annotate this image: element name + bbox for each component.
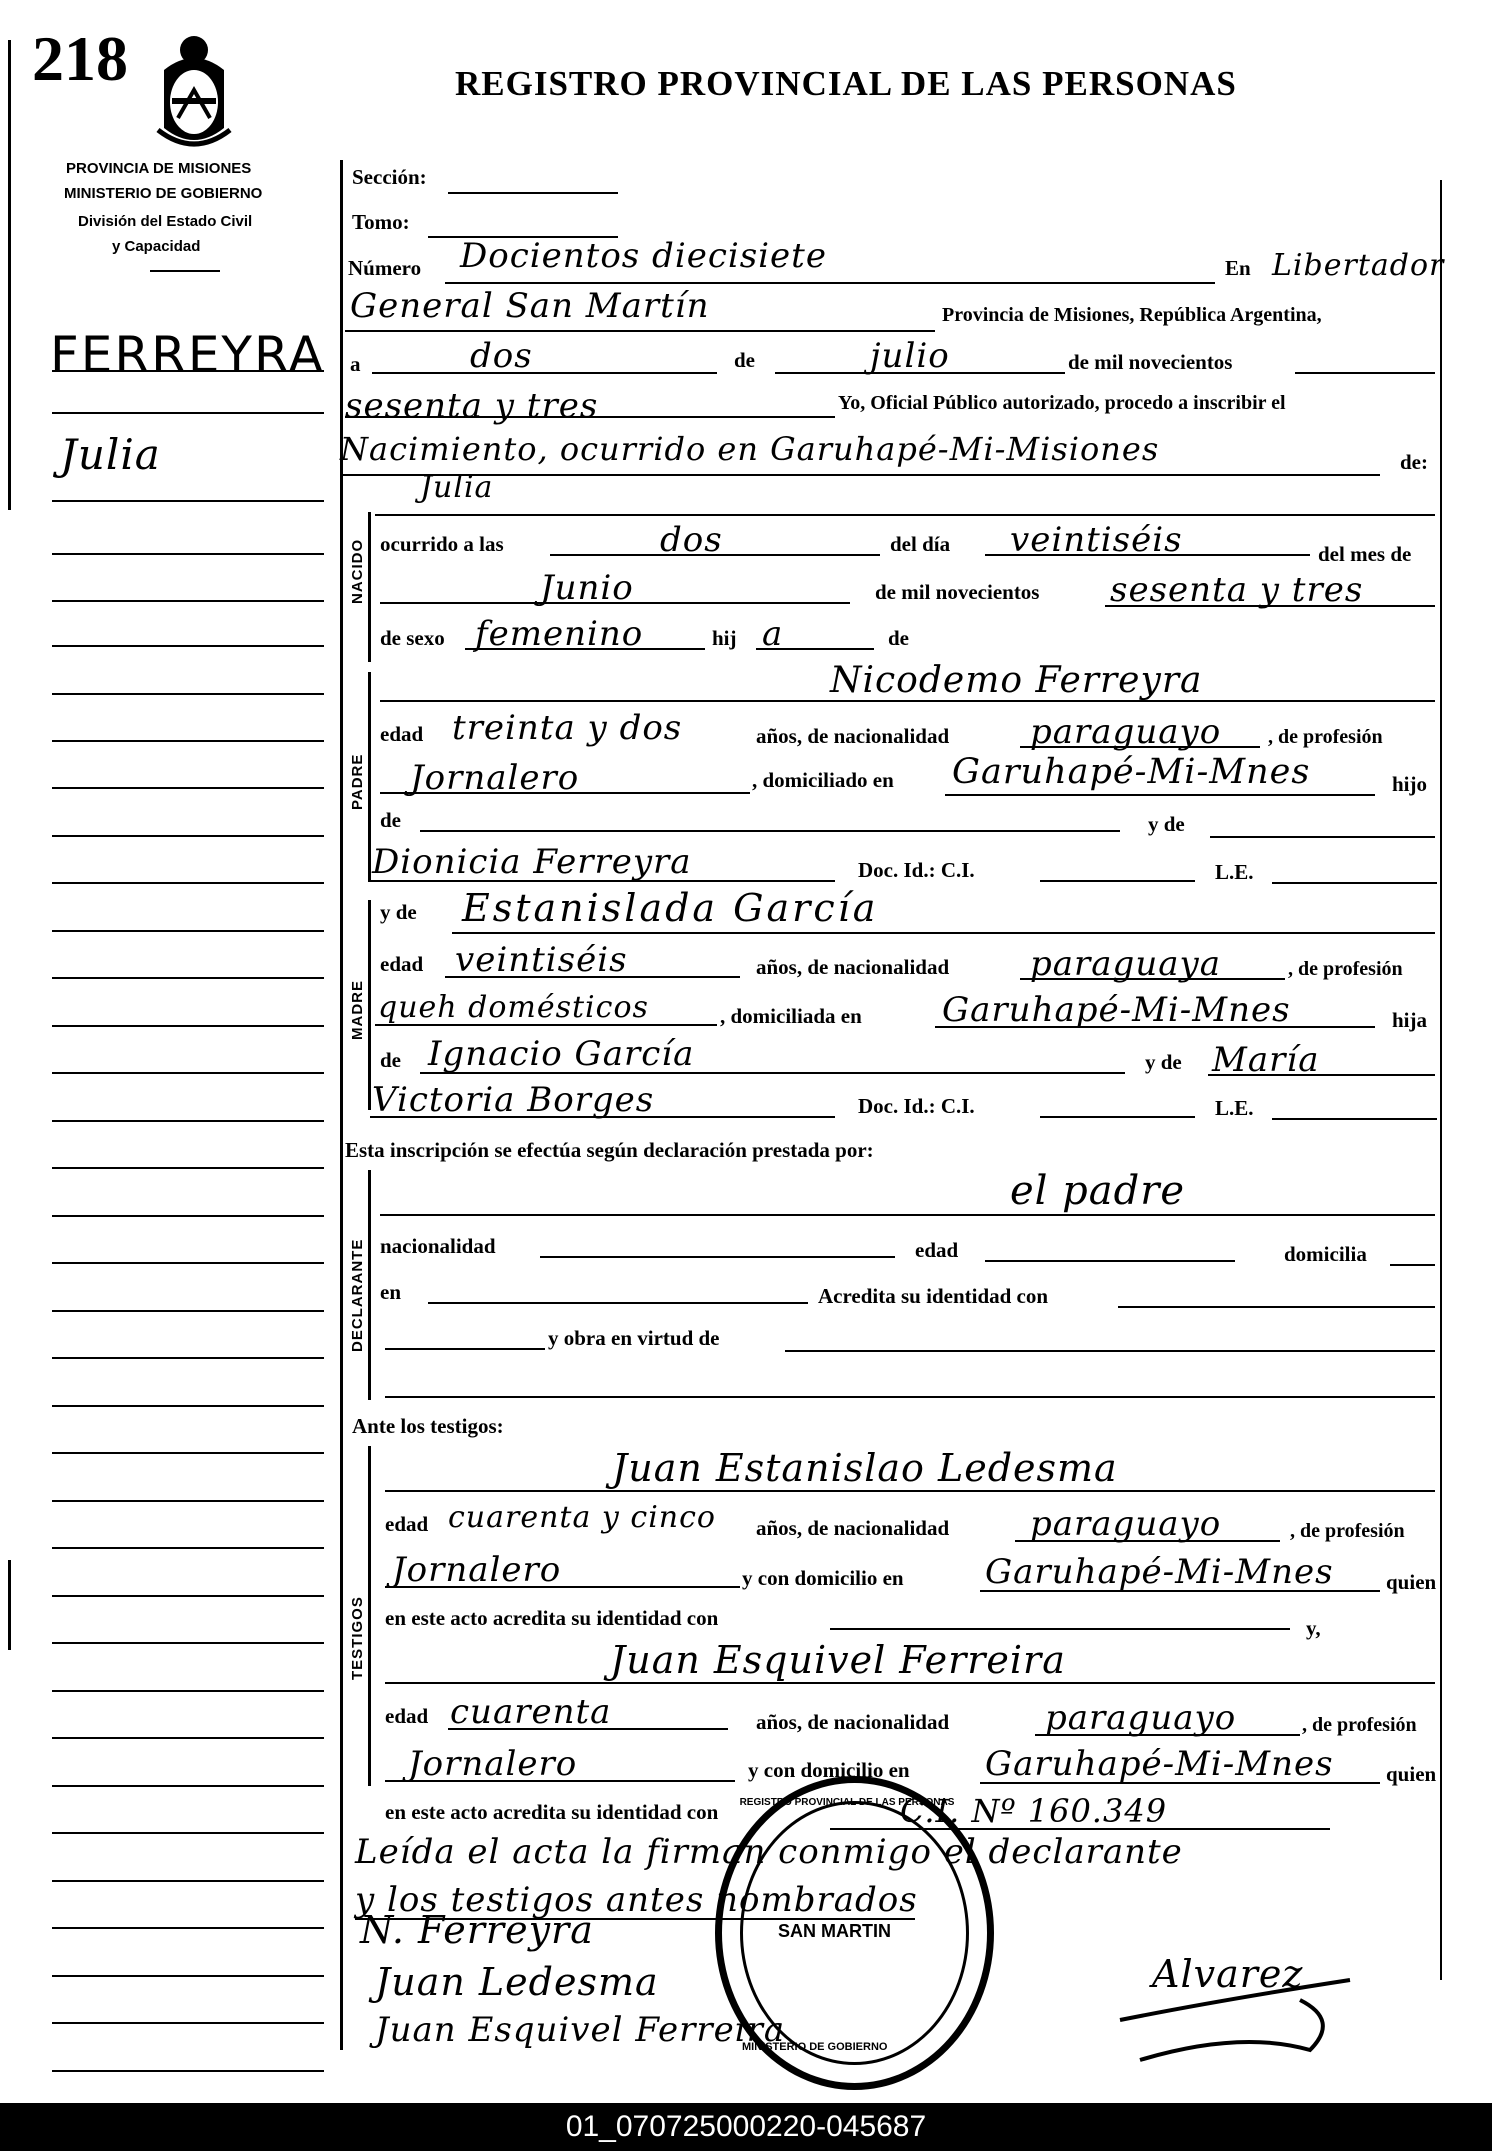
maternal-grandfather-field[interactable] <box>420 1072 1125 1074</box>
division-label: División del Estado Civil <box>78 213 253 230</box>
madre-prof-label: , de profesión <box>1288 958 1403 980</box>
w2-acredita-label: en este acto acredita su identidad con <box>385 1800 719 1824</box>
declarante-edad-label: edad <box>915 1238 959 1262</box>
margin-surname: FERREYRA <box>50 326 325 384</box>
padre-prof-field[interactable] <box>380 792 750 794</box>
w2-dom-field[interactable] <box>980 1782 1380 1784</box>
nacido-de-label: de <box>888 626 909 650</box>
en-value-2: General San Martín <box>350 286 710 326</box>
madre-de-label: de <box>380 1048 401 1072</box>
del-mes-label: del mes de <box>1318 542 1412 566</box>
domicilia-field[interactable] <box>1390 1264 1435 1266</box>
madre-le-field[interactable] <box>1272 1118 1437 1120</box>
madre-nac-value: paraguaya <box>1030 944 1221 984</box>
padre-doc-label: Doc. Id.: C.I. <box>858 858 975 882</box>
declarante-field[interactable] <box>380 1214 1435 1216</box>
sexo-field[interactable] <box>465 648 705 650</box>
madre-doc-field[interactable] <box>1040 1116 1195 1118</box>
w1-nac-value: paraguayo <box>1030 1504 1222 1544</box>
w1-dom-field[interactable] <box>980 1590 1380 1592</box>
quien-label: quien <box>1386 1570 1437 1594</box>
child-name-field[interactable] <box>375 514 1435 516</box>
coat-of-arms-icon <box>148 30 240 148</box>
signature-witness1: Juan Ledesma <box>375 1960 659 2004</box>
declarante-value: el padre <box>1010 1168 1186 1214</box>
padre-le-field[interactable] <box>1272 882 1437 884</box>
padre-doc-field[interactable] <box>1040 880 1195 882</box>
ocurrido-label: ocurrido a las <box>380 532 504 556</box>
stamp-center-text: SAN MARTIN <box>778 1921 891 1941</box>
padre-nac-field[interactable] <box>1020 746 1260 748</box>
w2-edad-label: edad <box>385 1704 429 1728</box>
en-label: En <box>1225 256 1251 280</box>
witness2-name: Juan Esquivel Ferreira <box>610 1638 1066 1682</box>
declarante-nac-label: nacionalidad <box>380 1234 496 1258</box>
month-value: julio <box>870 336 950 376</box>
hij-value: a <box>762 614 784 654</box>
padre-prof-label: , de profesión <box>1268 726 1383 748</box>
official-stamp <box>715 1776 994 2090</box>
padre-edad-value: treinta y dos <box>452 708 683 748</box>
declarante-en-label: en <box>380 1280 401 1304</box>
acredita-field[interactable] <box>1118 1306 1435 1308</box>
grandmother-value: Dionicia Ferreyra <box>372 842 692 882</box>
w2-edad-value: cuarenta <box>450 1692 612 1732</box>
declarante-extra-field[interactable] <box>385 1396 1435 1398</box>
footer-bar <box>0 2103 1492 2151</box>
w2-doc-value: C.I. Nº 160.349 <box>900 1792 1168 1830</box>
sexo-label: de sexo <box>380 626 445 650</box>
w1-prof-field[interactable] <box>385 1586 740 1588</box>
witness2-name-field[interactable] <box>385 1682 1435 1684</box>
madre-y-de-label-2: y de <box>1145 1050 1182 1074</box>
birth-month-field[interactable] <box>380 602 850 604</box>
a-label: a <box>350 352 361 376</box>
signature-officer-flourish <box>1100 1960 1400 2080</box>
capacity-underline <box>150 270 220 272</box>
birth-day-field[interactable] <box>985 554 1310 556</box>
declarante-nac-field[interactable] <box>540 1256 895 1258</box>
hijo-label: hijo <box>1392 772 1428 796</box>
w1-acredita-label: en este acto acredita su identidad con <box>385 1606 719 1630</box>
sexo-value: femenino <box>475 614 644 654</box>
mother-name: Estanislada García <box>462 886 879 930</box>
numero-field[interactable] <box>445 282 1215 284</box>
w1-dom-label: y con domicilio en <box>742 1566 904 1590</box>
year-label: de mil novecientos <box>1068 350 1233 374</box>
en-field-2[interactable] <box>345 330 935 332</box>
padre-le-label: L.E. <box>1215 860 1254 884</box>
w2-nac-label: años, de nacionalidad <box>756 1710 950 1734</box>
signature-witness2: Juan Esquivel Ferreira <box>375 2010 786 2050</box>
declaracion-text: Esta inscripción se efectúa según declaración prestada por: <box>345 1138 874 1162</box>
year-field-a[interactable] <box>1295 372 1435 374</box>
grandmother-field-a[interactable] <box>1210 836 1435 838</box>
birth-year-value: sesenta y tres <box>1110 570 1364 610</box>
en-value: Libertador <box>1272 248 1445 283</box>
month-field[interactable] <box>775 372 1065 374</box>
madre-edad-value: veintiséis <box>455 940 628 980</box>
w2-prof-label: , de profesión <box>1302 1714 1417 1736</box>
footer-code: 01_070725000220-045687 <box>565 2110 927 2143</box>
witness1-name-field[interactable] <box>385 1490 1435 1492</box>
padre-y-de-label: y de <box>1148 812 1185 836</box>
year-field[interactable] <box>345 416 835 418</box>
closing-line-2: y los testigos antes nombrados <box>355 1880 918 1920</box>
grandfather-field[interactable] <box>420 830 1120 832</box>
maternal-grandmother-field[interactable] <box>370 1116 835 1118</box>
testigos-label: Ante los testigos: <box>352 1414 504 1438</box>
madre-bracket <box>368 900 371 1110</box>
birth-month-value: Junio <box>540 568 634 608</box>
officer-text: Yo, Oficial Público autorizado, procedo a inscribir el <box>838 392 1286 414</box>
padre-section-label: PADRE <box>349 753 366 810</box>
w1-edad-value: cuarenta y cinco <box>448 1500 716 1535</box>
padre-bracket <box>368 672 371 882</box>
padre-edad-label: edad <box>380 722 424 746</box>
province-text: Provincia de Misiones, República Argentina, <box>942 304 1322 326</box>
child-name: Julia <box>420 470 494 505</box>
w1-acredita-field[interactable] <box>830 1628 1290 1630</box>
w2-edad-field[interactable] <box>448 1728 728 1730</box>
stamp-bottom-text: MINISTERIO DE GOBIERNO <box>742 2041 888 2053</box>
madre-nac-label: años, de nacionalidad <box>756 955 950 979</box>
stamp-ring-text: REGISTRO PROVINCIAL DE LAS PERSONAS <box>739 1797 955 1808</box>
w1-prof-value: Jornalero <box>392 1550 562 1590</box>
page-title: REGISTRO PROVINCIAL DE LAS PERSONAS <box>455 64 1237 103</box>
w2-nac-field[interactable] <box>1035 1734 1300 1736</box>
padre-dom-field[interactable] <box>945 794 1375 796</box>
obra-label: y obra en virtud de <box>548 1326 720 1350</box>
madre-doc-label: Doc. Id.: C.I. <box>858 1094 975 1118</box>
acredita-label: Acredita su identidad con <box>818 1284 1049 1308</box>
padre-prof-value: Jornalero <box>410 758 580 798</box>
w1-nac-label: años, de nacionalidad <box>756 1516 950 1540</box>
signature-father: N. Ferreyra <box>360 1908 594 1952</box>
maternal-grandmother-field-a[interactable] <box>1208 1074 1435 1076</box>
domicilia-label: domicilia <box>1284 1242 1367 1266</box>
ministry-label: MINISTERIO DE GOBIERNO <box>64 185 263 202</box>
de-label: de <box>734 348 755 372</box>
madre-nac-field[interactable] <box>1020 978 1285 980</box>
margin-given-name: Julia <box>60 430 161 479</box>
padre-dom-label: , domiciliado en <box>752 768 894 792</box>
w1-prof-label: , de profesión <box>1290 1520 1405 1542</box>
left-edge-line <box>8 40 11 510</box>
madre-prof-field[interactable] <box>375 1024 717 1026</box>
madre-dom-value: Garuhapé-Mi-Mnes <box>942 990 1291 1030</box>
w2-dom-label: y con domicilio en <box>748 1758 910 1782</box>
padre-nac-value: paraguayo <box>1030 712 1222 752</box>
birth-day-value: veintiséis <box>1010 520 1183 560</box>
declarante-edad-field[interactable] <box>985 1260 1235 1262</box>
padre-de-label: de <box>380 808 401 832</box>
hij-label: hij <box>712 626 737 650</box>
page-number: 218 <box>32 23 128 94</box>
madre-dom-field[interactable] <box>935 1026 1375 1028</box>
mother-name-field[interactable] <box>452 932 1435 934</box>
seccion-field[interactable] <box>448 192 618 194</box>
madre-prof-value: queh domésticos <box>378 990 649 1025</box>
father-name: Nicodemo Ferreyra <box>830 660 1203 701</box>
act-field[interactable] <box>340 474 1380 476</box>
form-right-border <box>1440 180 1442 1980</box>
madre-edad-field[interactable] <box>445 976 740 978</box>
hij-field[interactable] <box>756 648 874 650</box>
declarante-bracket <box>368 1170 371 1400</box>
declarante-en-field[interactable] <box>428 1302 808 1304</box>
maternal-grandmother-value: María <box>1212 1040 1320 1080</box>
madre-dom-label: , domiciliada en <box>720 1004 862 1028</box>
hour-value: dos <box>660 520 723 560</box>
year-value: sesenta y tres <box>345 386 599 426</box>
w2-prof-value: Jornalero <box>408 1744 578 1784</box>
seccion-label: Sección: <box>352 165 427 189</box>
w1-edad-label: edad <box>385 1512 429 1536</box>
nacido-section-label: NACIDO <box>349 538 366 604</box>
day-value: dos <box>470 336 533 376</box>
w2-nac-value: paraguayo <box>1045 1698 1237 1738</box>
day-field[interactable] <box>372 372 717 374</box>
left-edge-mark <box>8 1560 11 1650</box>
numero-label: Número <box>348 256 422 280</box>
padre-nac-label: años, de nacionalidad <box>756 724 950 748</box>
maternal-grandmother-value-2: Victoria Borges <box>372 1080 655 1120</box>
father-name-field[interactable] <box>380 700 1435 702</box>
padre-dom-value: Garuhapé-Mi-Mnes <box>952 752 1311 792</box>
hour-field[interactable] <box>550 554 880 556</box>
hija-label: hija <box>1392 1008 1428 1032</box>
obra-field[interactable] <box>785 1350 1435 1352</box>
declarante-section-label: DECLARANTE <box>349 1238 366 1352</box>
capacity-label: y Capacidad <box>112 238 201 255</box>
de-colon-label: de: <box>1400 450 1428 474</box>
signature-officer: Alvarez <box>1152 1952 1304 1996</box>
maternal-grandfather-value: Ignacio García <box>428 1034 695 1074</box>
testigos-bracket <box>368 1446 371 1786</box>
birth-year-field[interactable] <box>1105 605 1435 607</box>
birth-year-label: de mil novecientos <box>875 580 1040 604</box>
quien-label-2: quien <box>1386 1762 1437 1786</box>
province-label: PROVINCIA DE MISIONES <box>66 160 252 177</box>
madre-le-label: L.E. <box>1215 1096 1254 1120</box>
act-value: Nacimiento, ocurrido en Garuhapé-Mi-Misiones <box>340 430 1160 468</box>
obra-field-a[interactable] <box>385 1348 545 1350</box>
nacido-bracket <box>368 512 371 662</box>
madre-section-label: MADRE <box>349 980 366 1040</box>
w1-dom-value: Garuhapé-Mi-Mnes <box>985 1552 1334 1592</box>
numero-value: Docientos diecisiete <box>460 236 827 276</box>
testigos-section-label: TESTIGOS <box>349 1596 366 1680</box>
y-label: y, <box>1306 1616 1321 1640</box>
w1-nac-field[interactable] <box>1015 1540 1280 1542</box>
madre-y-de-label: y de <box>380 900 417 924</box>
w2-dom-value: Garuhapé-Mi-Mnes <box>985 1744 1334 1784</box>
madre-edad-label: edad <box>380 952 424 976</box>
w2-prof-field[interactable] <box>385 1780 735 1782</box>
witness1-name: Juan Estanislao Ledesma <box>612 1446 1118 1490</box>
closing-line-1: Leída el acta la firman conmigo el declarante <box>355 1832 1183 1872</box>
del-dia-label: del día <box>890 532 951 556</box>
tomo-label: Tomo: <box>352 210 410 234</box>
grandmother-field[interactable] <box>370 880 835 882</box>
